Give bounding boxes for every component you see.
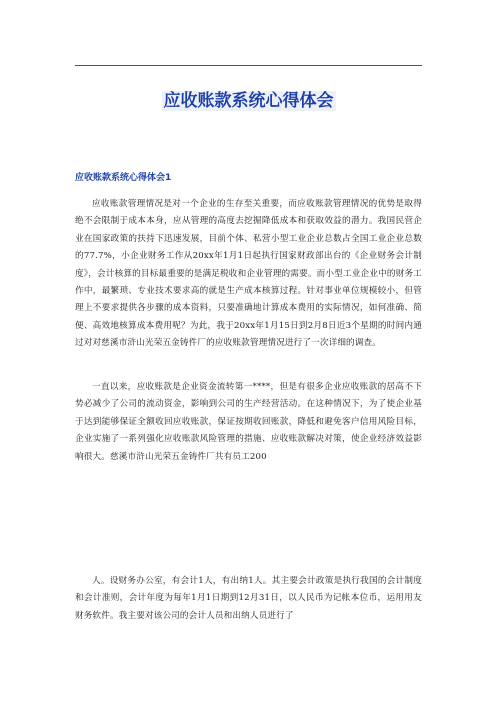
document-title <box>75 90 422 112</box>
section-heading: 应收账款系统心得体会1 <box>75 173 172 183</box>
body-paragraph-2: 一直以来，应收账款是企业资金流转第一****，但是有很多企业应收账款的居高不下势必减少了公司的流动资金，影响到公司的生产经营活动。在这种情况下，为了使企业基于达到能够保证全额收回应收账款，保证按期收回账款，降低和避免客户信用风险目标，企业实施了一系列强化应收账款风险管理的措施、应收账款解决对策，使企业经济效益影响很大。慈溪市浒山光荣五金铸件厂共有员工200 <box>75 382 422 462</box>
body-paragraph-3: 人。设财务办公室，有会计1人，有出纳1人。其主要会计政策是执行我国的会计制度和会计准则，会计年度为每年1月1日期到12月31日，以人民币为记帐本位币，运用用友财务软件。我主要对该公司的会计人员和出纳人员进行了 <box>75 576 422 621</box>
body-paragraph-1: 应收账款管理情况是对一个企业的生存至关重要，而应收账款管理情况的优势是取得绝不会限制于成本本身，应从管理的高度去挖掘降低成本和获取效益的潜力。我国民营企业在国家政策的扶持下迅速发展，目前个体、私营小型工业企业总数占全国工业企业总数的77.7%，小企业财务工作从20xx年1月1日起执行国家财政部出台的《企业财务会计制度》，会计核算的目标最重要的是满足税收和企业管理的需要。而小型工业企业中的财务工作中，最繁琐、专业技术要求高的就是生产成本核算过程。针对事业单位规模较小，但管理上不要求提供各步骤的成本资料，只要准确地计算成本费用的实际情况，如何准确、简便、高效地核算成本费用呢？为此，我于20xx年1月15日到2月8日近3个星期的时间内通过对对慈溪市浒山光荣五金铸件厂的应收账款管理情况进行了一次详细的调查。 <box>75 199 422 349</box>
document-title-text: 应收账款系统心得体会 <box>163 91 334 111</box>
header-rule <box>75 65 422 66</box>
